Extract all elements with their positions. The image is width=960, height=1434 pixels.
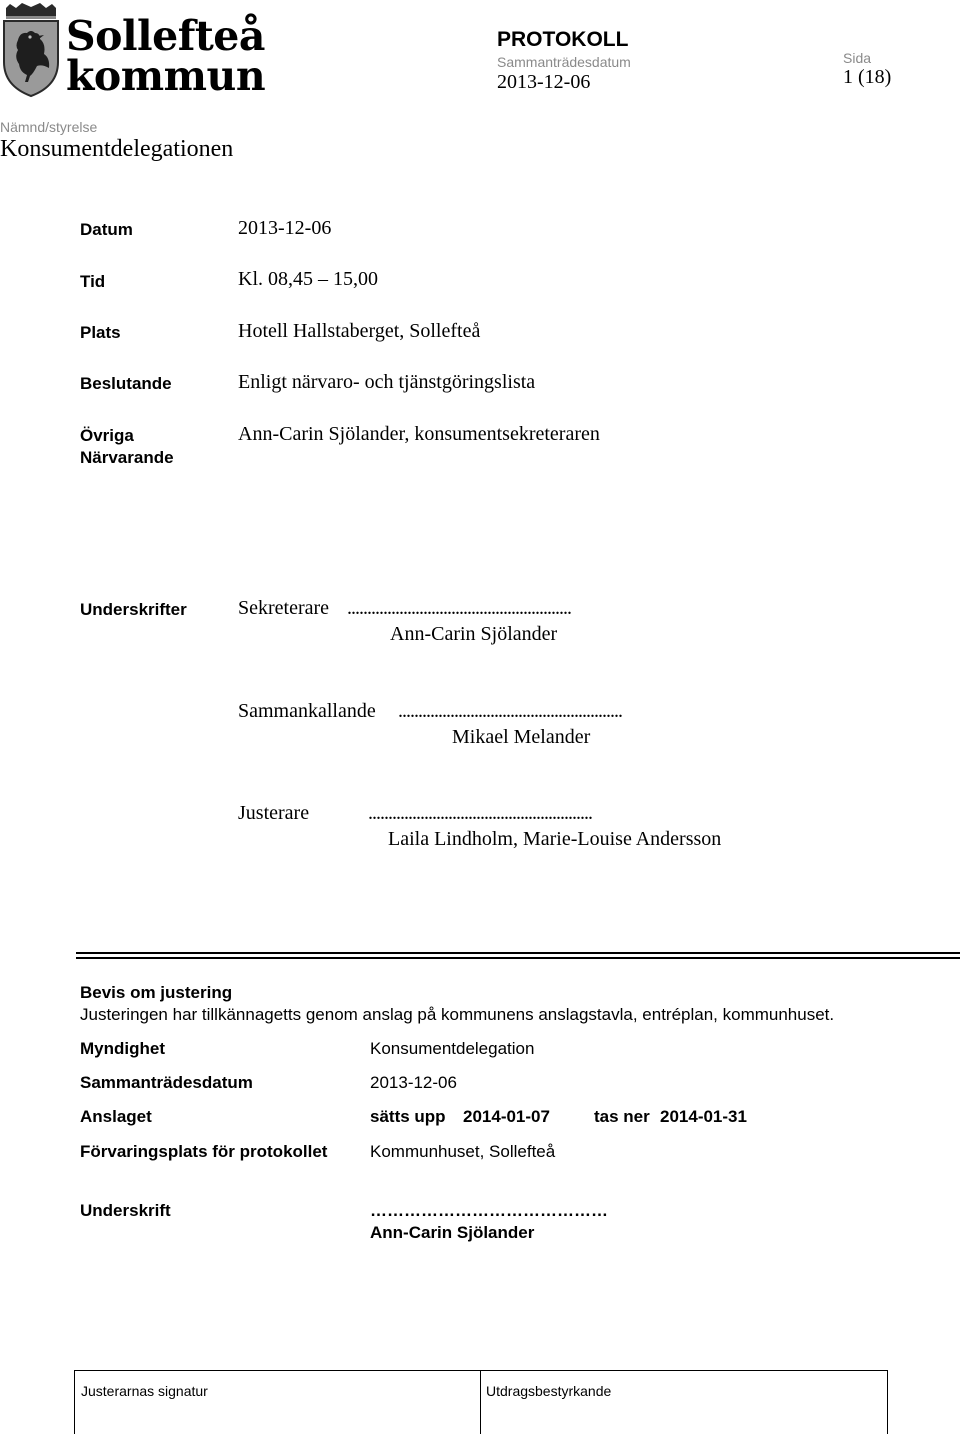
proof-date-label: Sammanträdesdatum: [80, 1073, 253, 1092]
proof-date-value: 2013-12-06: [370, 1073, 457, 1092]
date-value: 2013-12-06: [497, 71, 591, 93]
signature-role-secretary: Sekreterare: [238, 597, 330, 619]
signature-name-convener: Mikael Melander: [452, 726, 591, 748]
page-label: Sida: [843, 50, 872, 66]
signature-line: ……………………………………: [370, 1201, 608, 1220]
authority-label: Myndighet: [80, 1039, 165, 1058]
board-value: Konsumentdelegationen: [0, 136, 234, 162]
meeting-value-tid: Kl. 08,45 – 15,00: [238, 268, 378, 290]
footer-extract-certification: Utdragsbestyrkande: [486, 1383, 612, 1399]
meeting-value-datum: 2013-12-06: [238, 217, 332, 239]
page-value: 1 (18): [843, 66, 892, 88]
signature-role-convener: Sammankallande: [238, 700, 376, 722]
board-label: Nämnd/styrelse: [0, 119, 98, 135]
storage-label: Förvaringsplats för protokollet: [80, 1142, 328, 1161]
posted-down-label: tas ner: [594, 1107, 650, 1126]
meeting-value-plats: Hotell Hallstaberget, Sollefteå: [238, 320, 481, 342]
meeting-value-beslutande: Enligt närvaro- och tjänstgöringslista: [238, 371, 536, 393]
signatures-label: Underskrifter: [80, 600, 187, 619]
proof-title: Bevis om justering: [80, 983, 233, 1002]
signature-name: Ann-Carin Sjölander: [370, 1223, 535, 1242]
logo-name-line1: Sollefteå: [66, 12, 265, 60]
posted-up-label: sätts upp: [370, 1107, 446, 1126]
signature-name-adjuster: Laila Lindholm, Marie-Louise Andersson: [388, 828, 722, 850]
meeting-value-ovriga: Ann-Carin Sjölander, konsumentsekreteraren: [238, 423, 600, 445]
authority-value: Konsumentdelegation: [370, 1039, 535, 1058]
meeting-label-tid: Tid: [80, 272, 106, 291]
posted-down-value: 2014-01-31: [660, 1107, 747, 1126]
doc-type: PROTOKOLL: [497, 28, 629, 51]
signature-role-adjuster: Justerare: [238, 802, 310, 824]
meeting-label-datum: Datum: [80, 220, 133, 239]
date-label: Sammanträdesdatum: [497, 54, 631, 70]
signature-line-secretary: ........................................................: [347, 597, 571, 619]
posted-label: Anslaget: [80, 1107, 152, 1126]
footer-signature-box: [74, 1370, 888, 1434]
signature-line-adjuster: ........................................................: [368, 802, 592, 824]
footer-divider: [480, 1371, 481, 1434]
signature-line-convener: ........................................................: [398, 700, 622, 722]
meeting-label-plats: Plats: [80, 323, 121, 342]
meeting-label-ovriga: Övriga: [80, 426, 134, 445]
signature-name-secretary: Ann-Carin Sjölander: [390, 623, 558, 645]
posted-up-value: 2014-01-07: [463, 1107, 550, 1126]
storage-value: Kommunhuset, Sollefteå: [370, 1142, 556, 1161]
coat-of-arms-bird-icon: [0, 2, 62, 98]
meeting-label-beslutande: Beslutande: [80, 374, 172, 393]
proof-text: Justeringen har tillkännagetts genom anslag på kommunens anslagstavla, entréplan, kommunhuset.: [80, 1005, 835, 1024]
meeting-label-narvarande: Närvarande: [80, 448, 174, 467]
footer-adjusters-signature: Justerarnas signatur: [81, 1383, 208, 1399]
signature-label: Underskrift: [80, 1201, 171, 1220]
section-divider: [76, 952, 960, 959]
municipality-logo: [0, 0, 266, 100]
logo-name-line2: kommun: [66, 52, 266, 100]
